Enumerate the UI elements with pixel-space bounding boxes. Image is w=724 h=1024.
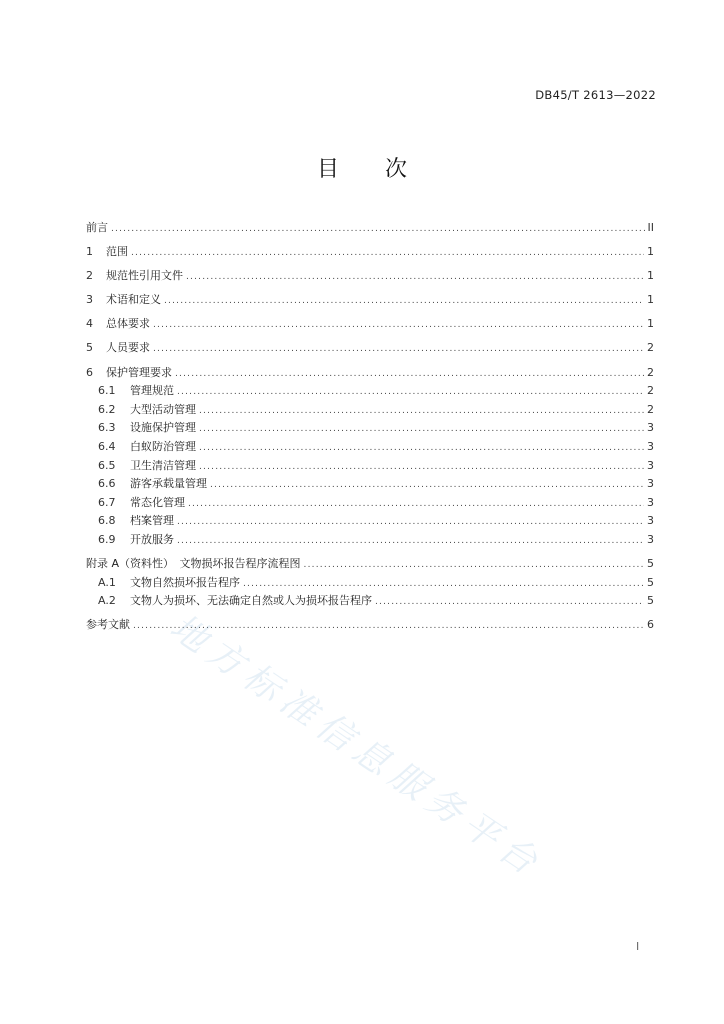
- toc-entry-label: 白蚁防治管理: [130, 439, 196, 453]
- toc-entry-page: 3: [647, 477, 654, 491]
- toc-dot-leader: [243, 575, 644, 594]
- toc-entry[interactable]: [86, 315, 654, 334]
- title-char-right: 次: [385, 157, 408, 182]
- toc-entry-page: 3: [647, 421, 654, 435]
- toc-entry[interactable]: [86, 243, 654, 262]
- page-title: [0, 152, 724, 183]
- toc-dot-leader: [199, 402, 644, 421]
- toc-dot-leader: [153, 340, 644, 359]
- toc-entry[interactable]: [86, 382, 654, 401]
- toc-entry-label: 术语和定义: [106, 293, 161, 307]
- toc-entry-number: 6.4: [98, 439, 116, 453]
- toc-dot-leader: [199, 458, 644, 477]
- toc-entry-page: 5: [647, 557, 654, 570]
- toc-entry[interactable]: [86, 438, 654, 457]
- toc-entry[interactable]: [86, 339, 654, 358]
- toc-dot-leader: [188, 495, 644, 514]
- toc-entry[interactable]: [86, 555, 654, 574]
- document-id: DB45/T 2613—2022: [535, 88, 656, 102]
- toc-dot-leader: [199, 420, 644, 439]
- toc-entry-number: 6.5: [98, 458, 116, 472]
- toc-entry-page: 3: [647, 495, 654, 509]
- toc-entry[interactable]: [86, 592, 654, 611]
- toc-entry-page: 3: [647, 458, 654, 472]
- toc-entry-label: 档案管理: [130, 514, 174, 528]
- watermark: 地方标准信息服务平台: [162, 606, 551, 887]
- toc-entry[interactable]: [86, 494, 654, 513]
- toc-entry-number: 6.1: [98, 384, 116, 398]
- table-of-contents: [86, 219, 654, 635]
- toc-entry-number: 6.8: [98, 514, 116, 528]
- toc-entry-label: 管理规范: [130, 384, 174, 398]
- title-char-left: 目: [316, 157, 339, 182]
- toc-entry-number: 6.6: [98, 477, 116, 491]
- toc-entry-page: 1: [647, 269, 654, 283]
- toc-entry-label: 总体要求: [106, 317, 150, 331]
- toc-entry-number: 6.3: [98, 421, 116, 435]
- toc-entry-number: A.1: [98, 575, 116, 589]
- toc-entry-label: 设施保护管理: [130, 421, 196, 435]
- toc-entry-number: A.2: [98, 594, 116, 608]
- toc-entry-label: 卫生清洁管理: [130, 458, 196, 472]
- toc-dot-leader: [131, 244, 644, 263]
- toc-entry[interactable]: [86, 267, 654, 286]
- toc-entry[interactable]: [86, 401, 654, 420]
- toc-entry-label: 文物自然损坏报告程序: [130, 575, 240, 589]
- toc-entry-page: 2: [647, 365, 654, 379]
- toc-entry-number: 3: [86, 293, 93, 307]
- toc-dot-leader: [177, 383, 644, 402]
- toc-entry-label: 游客承载量管理: [130, 477, 207, 491]
- toc-dot-leader: [186, 268, 644, 287]
- toc-entry-label: 附录 A（资料性） 文物损坏报告程序流程图: [86, 557, 301, 570]
- page-number: I: [636, 940, 640, 953]
- toc-entry-label: 文物人为损坏、无法确定自然或人为损坏报告程序: [130, 594, 372, 608]
- toc-entry-page: 6: [647, 618, 654, 632]
- toc-entry-page: 1: [647, 245, 654, 259]
- toc-entry[interactable]: [86, 219, 654, 238]
- toc-entry[interactable]: [86, 364, 654, 383]
- toc-entry-page: 3: [647, 514, 654, 528]
- toc-dot-leader: [153, 316, 644, 335]
- toc-entry-page: 1: [647, 293, 654, 307]
- toc-entry-page: 3: [647, 532, 654, 546]
- toc-entry-page: 3: [647, 439, 654, 453]
- toc-entry-number: 6: [86, 365, 93, 379]
- toc-entry-label: 参考文献: [86, 618, 130, 632]
- toc-entry[interactable]: [86, 419, 654, 438]
- toc-entry-label: 前言: [86, 221, 108, 234]
- toc-entry-label: 开放服务: [130, 532, 174, 546]
- toc-dot-leader: [177, 513, 644, 532]
- toc-entry-page: 5: [647, 594, 654, 608]
- toc-entry[interactable]: [86, 291, 654, 310]
- toc-dot-leader: [164, 292, 644, 311]
- toc-dot-leader: [375, 593, 644, 612]
- toc-entry-number: 4: [86, 317, 93, 331]
- toc-dot-leader: [175, 365, 644, 384]
- toc-entry-page: 1: [647, 317, 654, 331]
- toc-entry-label: 保护管理要求: [106, 365, 172, 379]
- toc-entry-label: 人员要求: [106, 341, 150, 355]
- toc-entry-page: 2: [647, 402, 654, 416]
- toc-dot-leader: [177, 532, 644, 551]
- toc-entry-number: 6.7: [98, 495, 116, 509]
- toc-entry-number: 6.9: [98, 532, 116, 546]
- toc-entry-page: 5: [647, 575, 654, 589]
- toc-entry-label: 大型活动管理: [130, 402, 196, 416]
- toc-entry-number: 2: [86, 269, 93, 283]
- toc-entry-page: 2: [647, 384, 654, 398]
- toc-entry-page: II: [647, 221, 654, 234]
- toc-dot-leader: [304, 556, 644, 575]
- toc-dot-leader: [210, 476, 644, 495]
- toc-entry[interactable]: [86, 475, 654, 494]
- toc-entry-label: 范围: [106, 245, 128, 259]
- toc-entry-number: 1: [86, 245, 93, 259]
- toc-entry[interactable]: [86, 512, 654, 531]
- toc-entry[interactable]: [86, 457, 654, 476]
- toc-entry-label: 常态化管理: [130, 495, 185, 509]
- toc-entry-label: 规范性引用文件: [106, 269, 183, 283]
- toc-dot-leader: [199, 439, 644, 458]
- toc-entry[interactable]: [86, 574, 654, 593]
- toc-entry-number: 6.2: [98, 402, 116, 416]
- toc-dot-leader: [111, 220, 645, 239]
- toc-entry-number: 5: [86, 341, 93, 355]
- toc-entry[interactable]: [86, 531, 654, 550]
- toc-entry-page: 2: [647, 341, 654, 355]
